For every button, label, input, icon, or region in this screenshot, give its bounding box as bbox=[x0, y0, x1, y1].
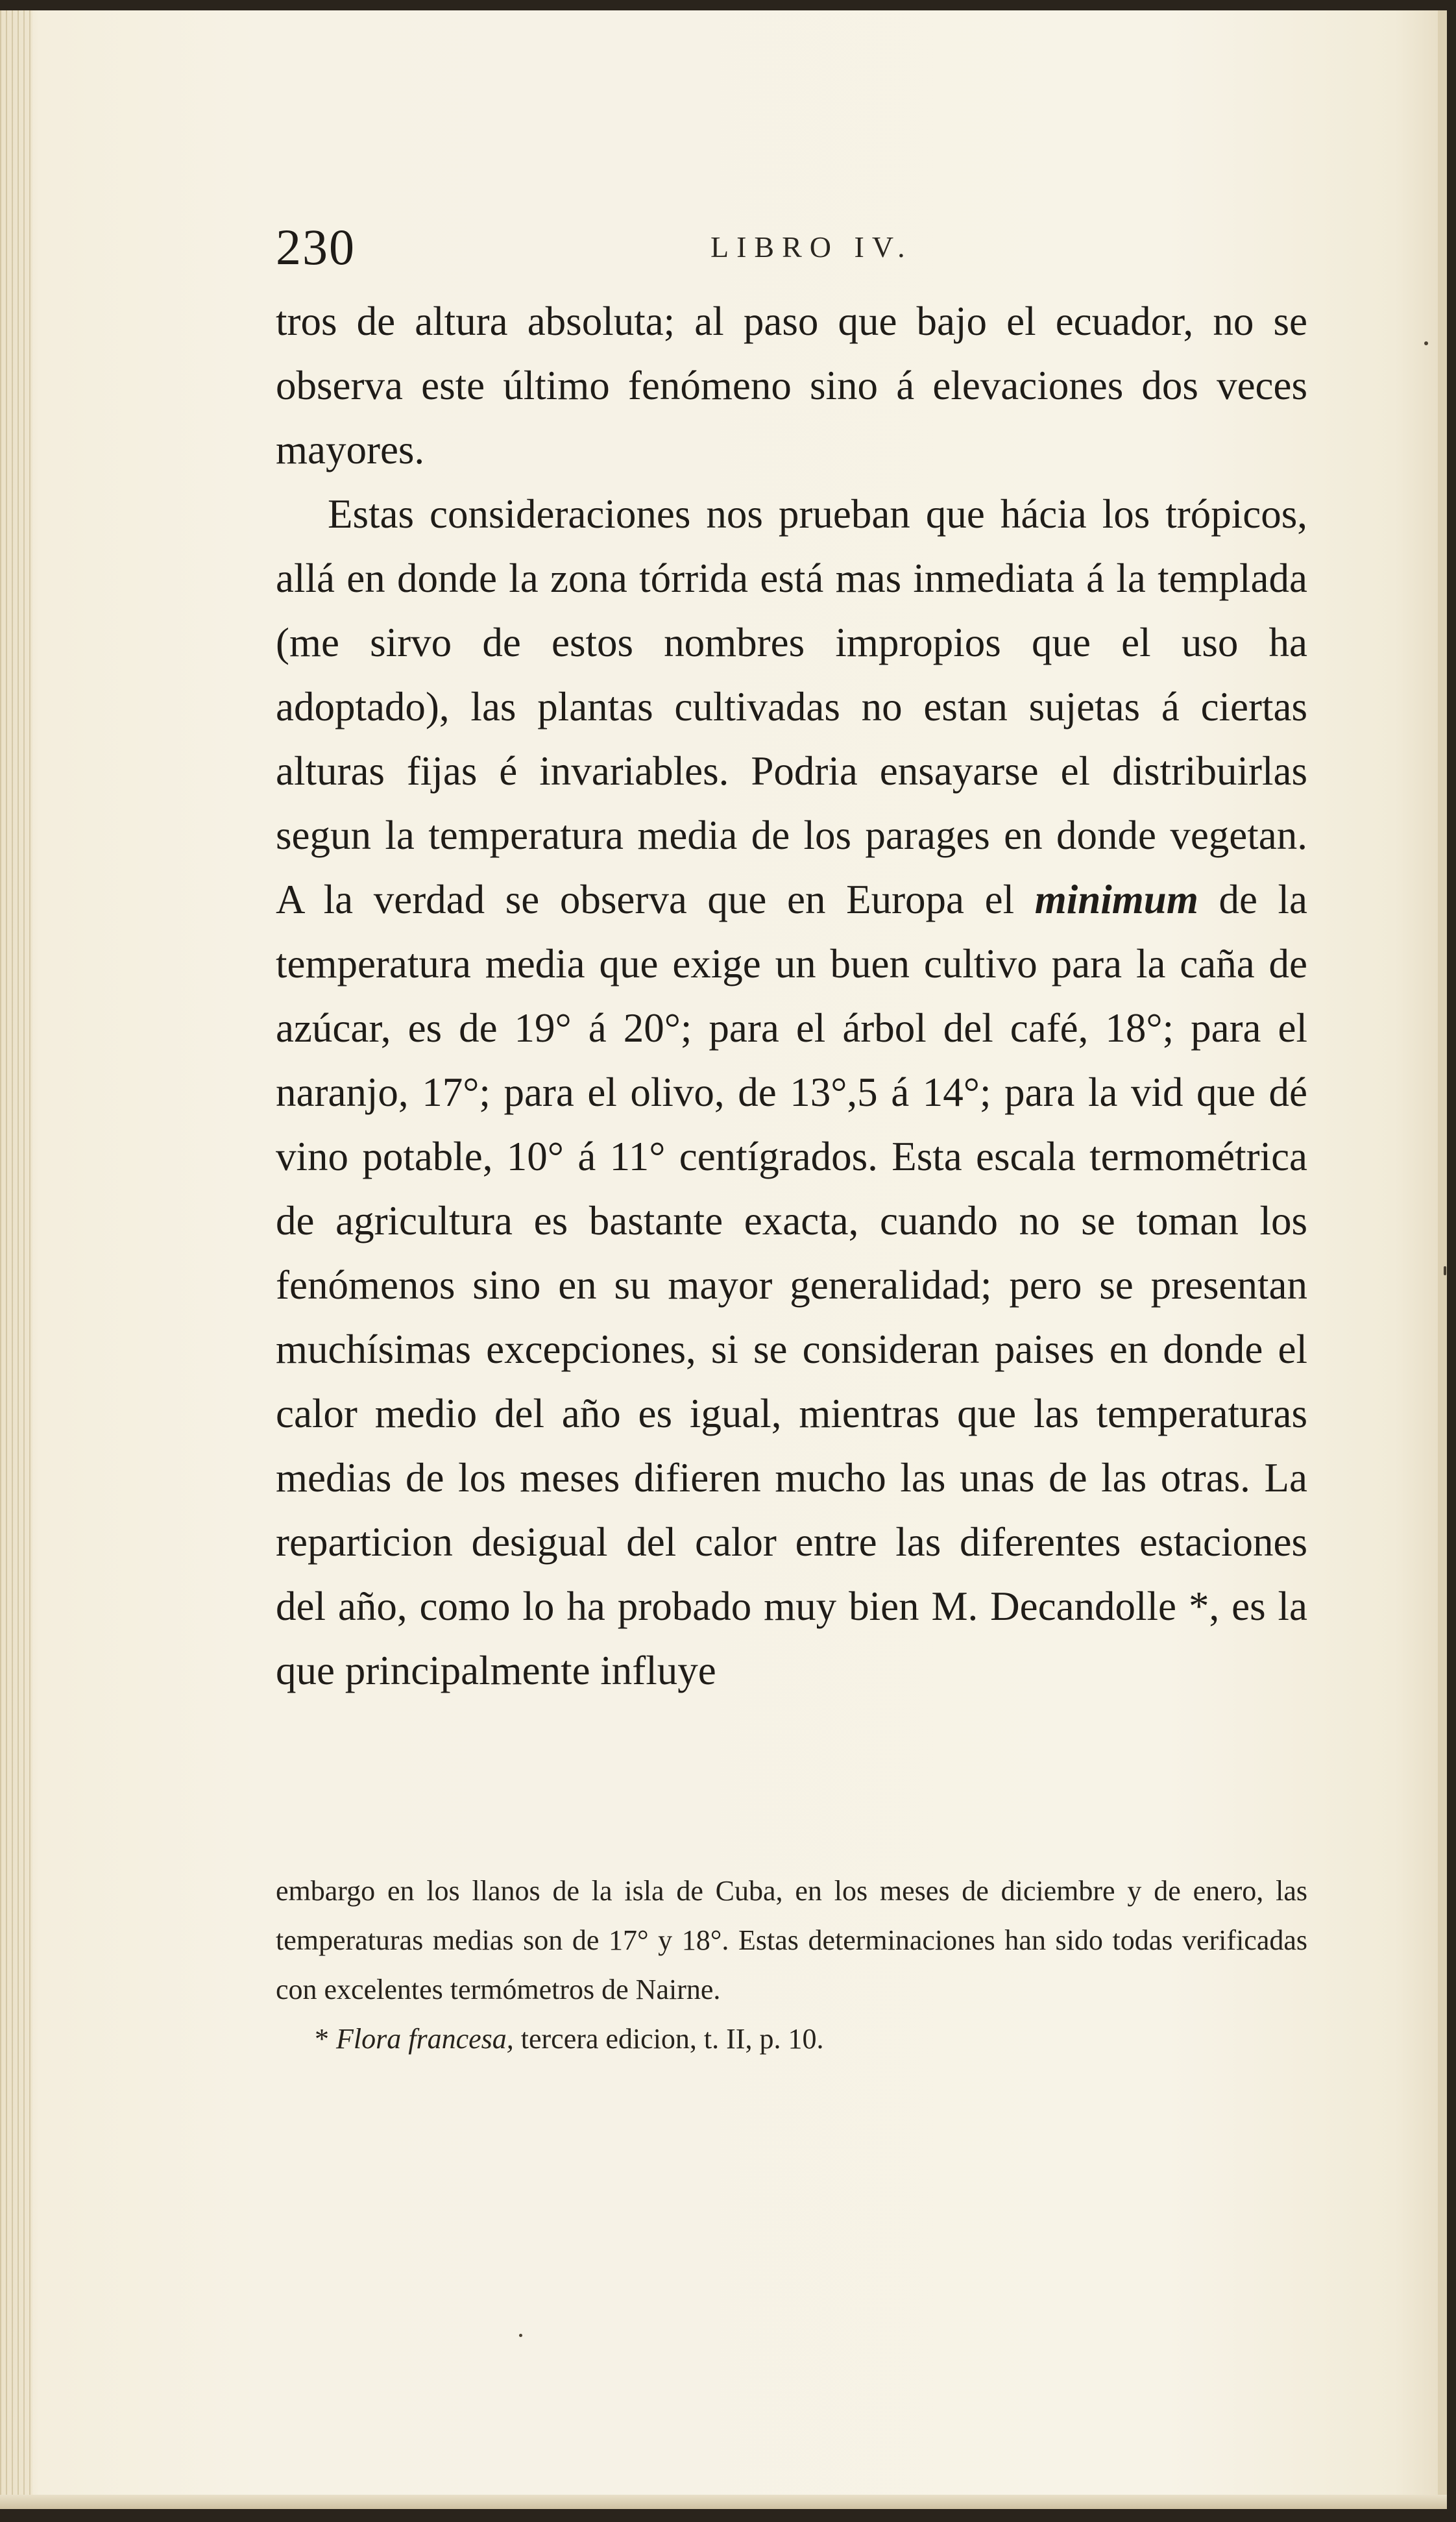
footnote-citation: tercera edicion, t. II, p. 10. bbox=[513, 2023, 824, 2055]
footnotes bbox=[276, 1867, 1307, 2064]
paragraph-2 bbox=[276, 482, 1307, 1703]
page-binding bbox=[0, 10, 32, 2509]
paragraph-2-part-2: de la temperatura media que exige un buen cultivo para la caña de azúcar, es de 19° á 20°; para el árbol del café, 18°; para el naranjo, 17°; para el olivo, de 13°,5 á 14°; para la vid que dé vino potable, 10° á 11° centígrados. Esta escala termométrica de agricultura es bastante exacta, cuando no se toman los fenómenos sino en su mayor generalidad; pero se presentan muchísimas excepciones, si se consideran paises en donde el calor medio del año es igual, mientras que las temperaturas medias de los meses difieren mucho las unas de las otras. La reparticion desigual del calor entre las diferentes estaciones del año, como lo ha probado muy bien M. Decandolle *, es la que principalmente influye bbox=[276, 877, 1308, 1693]
paragraph-2-part-1: Estas consideraciones nos prueban que hácia los trópicos, allá en donde la zona tórrida está mas inmediata á la templada (me sirvo de estos nombres impropios que el uso ha adoptado), las plantas cultivadas no estan sujetas á ciertas alturas fijas é invariables. Podria ensayarse el distribuirlas segun la temperatura media de los parages en donde vegetan. A la verdad se observa que en Europa el bbox=[276, 491, 1307, 922]
footnote-decandolle bbox=[276, 2014, 1307, 2064]
body-text bbox=[276, 289, 1307, 1703]
page-right-edge bbox=[1438, 10, 1447, 2509]
footnote-title: Flora francesa, bbox=[336, 2023, 514, 2055]
paper-speck bbox=[1444, 1266, 1446, 1275]
paper-speck bbox=[1424, 341, 1428, 345]
footnote-continued: embargo en los llanos de la isla de Cuba, en los meses de diciembre y de enero, las temperaturas medias son de 17° y 18°. Estas determinaciones han sido todas verificadas con excelentes termómetros de Nairne. bbox=[276, 1875, 1307, 2005]
page-bottom-edge bbox=[0, 2495, 1447, 2509]
page-number: 230 bbox=[276, 219, 356, 275]
book-page bbox=[0, 10, 1447, 2509]
page-header bbox=[276, 218, 1307, 276]
paragraph-1: tros de altura absoluta; al paso que bajo el ecuador, no se observa este último fenómeno sino á elevaciones dos veces mayores. bbox=[276, 299, 1307, 472]
running-head: LIBRO IV. bbox=[710, 230, 913, 263]
italic-term: minimum bbox=[1034, 877, 1198, 922]
paper-speck bbox=[519, 2334, 522, 2337]
footnote-marker: * bbox=[315, 2023, 336, 2055]
